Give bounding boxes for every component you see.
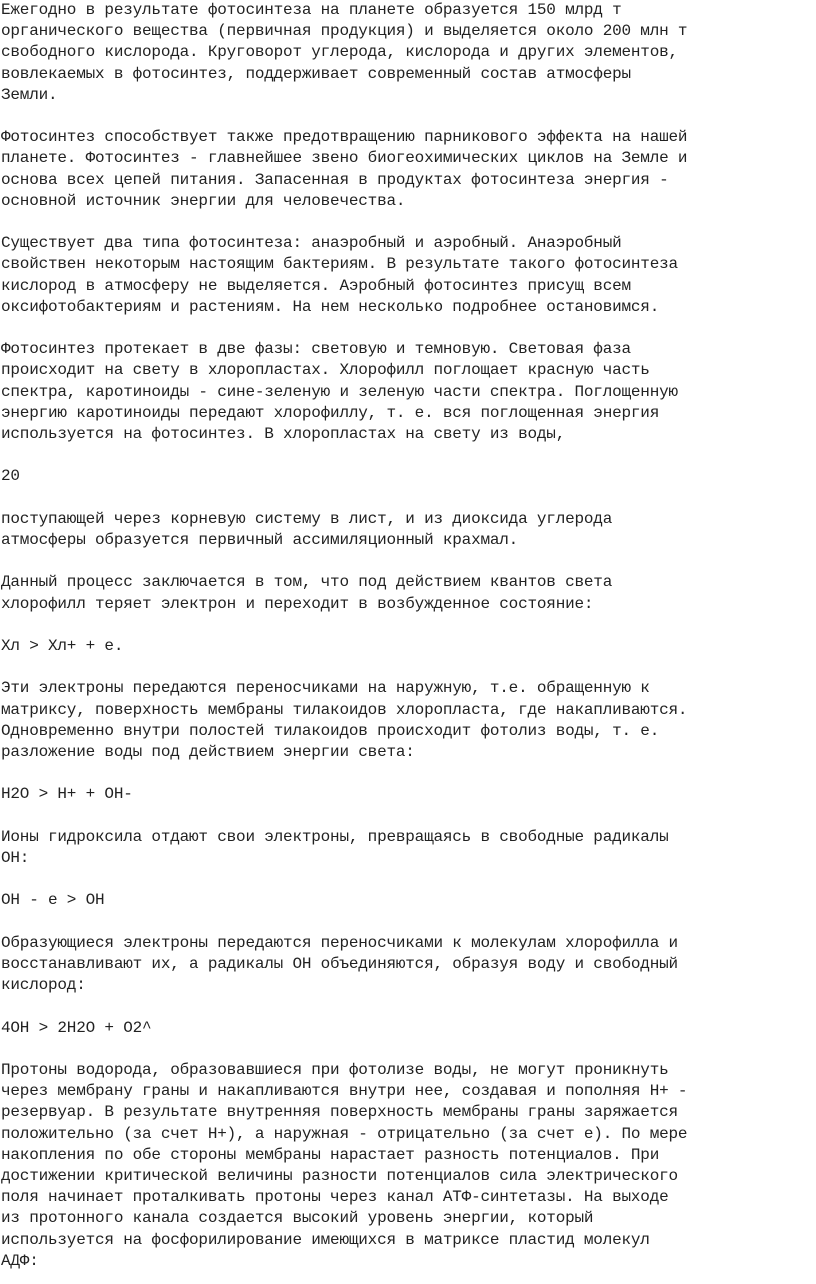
formula-water-photolysis: H2O > H+ + OH- [1,785,133,804]
formula-oxygen-release: 4ОН > 2Н2О + О2^ [1,1018,152,1037]
formula-chlorophyll: Хл > Хл+ + е. [1,636,124,655]
paragraph-chlorophyll-excitation: Данный процесс заключается в том, что под действием квантов света хлорофилл теряет электрон и переходит в возбужденное состояние: [1,573,613,613]
paragraph-electron-transfer: Эти электроны передаются переносчиками на наружную, т.е. обращенную к матриксу, поверхность мембраны тилакоидов хлоропласта, где накапливаются. Одновременно внутри полостей тилакоидов происходит фотолиз воды, т. е. разложение воды под действием энергии света: [1,679,688,761]
paragraph-greenhouse-effect: Фотосинтез способствует также предотвращению парникового эффекта на нашей планете. Фотосинтез - главнейшее звено биогеохимических циклов на Земле и основа всех цепей питания. Запасенная в продуктах фотосинтеза энергия - основной источник энергии для человечества. [1,128,688,210]
paragraph-hydroxyl-ions: Ионы гидроксила отдают свои электроны, превращаясь в свободные радикалы ОН: [1,827,669,867]
paragraph-photosynthesis-output: Ежегодно в результате фотосинтеза на планете образуется 150 млрд т органического вещества (первичная продукция) и выделяется около 200 млн т свободного кислорода. Круговорот углерода, кислорода и других элементов, вовлекаемых в фотосинтез, поддерживает современный состав атмосферы Земли. [1,1,688,104]
paragraph-starch-formation: поступающей через корневую систему в лист, и из диоксида углерода атмосферы образуется первичный ассимиляционный крахмал. [1,509,613,549]
paragraph-proton-gradient: Протоны водорода, образовавшиеся при фотолизе воды, не могут проникнуть через мембрану граны и накапливаются внутри нее, создавая и пополняя Н+ - резервуар. В результате внутренняя поверхность мембраны граны заряжается положительно (за счет Н+), а наружная - отрицательно (за счет е). По мере накопления по обе стороны мембраны нарастает разность потенциалов. При достижении критической величины разности потенциалов сила электрического поля начинает проталкивать протоны через канал АТФ-синтетазы. На выходе из протонного канала создается высокий уровень энергии, который используется на фосфорилирование имеющихся в матриксе пластид молекул АДФ: [1,1060,688,1270]
formula-hydroxyl-radical: ОН - е > ОН [1,891,105,910]
paragraph-two-phases: Фотосинтез протекает в две фазы: световую и темновую. Световая фаза происходит на свету в хлоропластах. Хлорофилл поглощает красную часть спектра, каротиноиды - сине-зеленую и зеленую части спектра. Поглощенную энергию каротиноиды передают хлорофиллу, т. е. вся поглощенная энергия используется на фотосинтез. В хлоропластах на свету из воды, [1,340,678,444]
page-number: 20 [1,467,20,486]
paragraph-photosynthesis-types: Существует два типа фотосинтеза: анаэробный и аэробный. Анаэробный свойствен некоторым настоящим бактериям. В результате такого фотосинтеза кислород в атмосферу не выделяется. Аэробный фотосинтез присущ всем оксифотобактериям и растениям. На нем несколько подробнее остановимся. [1,234,678,316]
paragraph-electron-restore: Образующиеся электроны передаются переносчиками к молекулам хлорофилла и восстанавливают их, а радикалы ОН объединяются, образуя воду и свободный кислород: [1,933,678,995]
